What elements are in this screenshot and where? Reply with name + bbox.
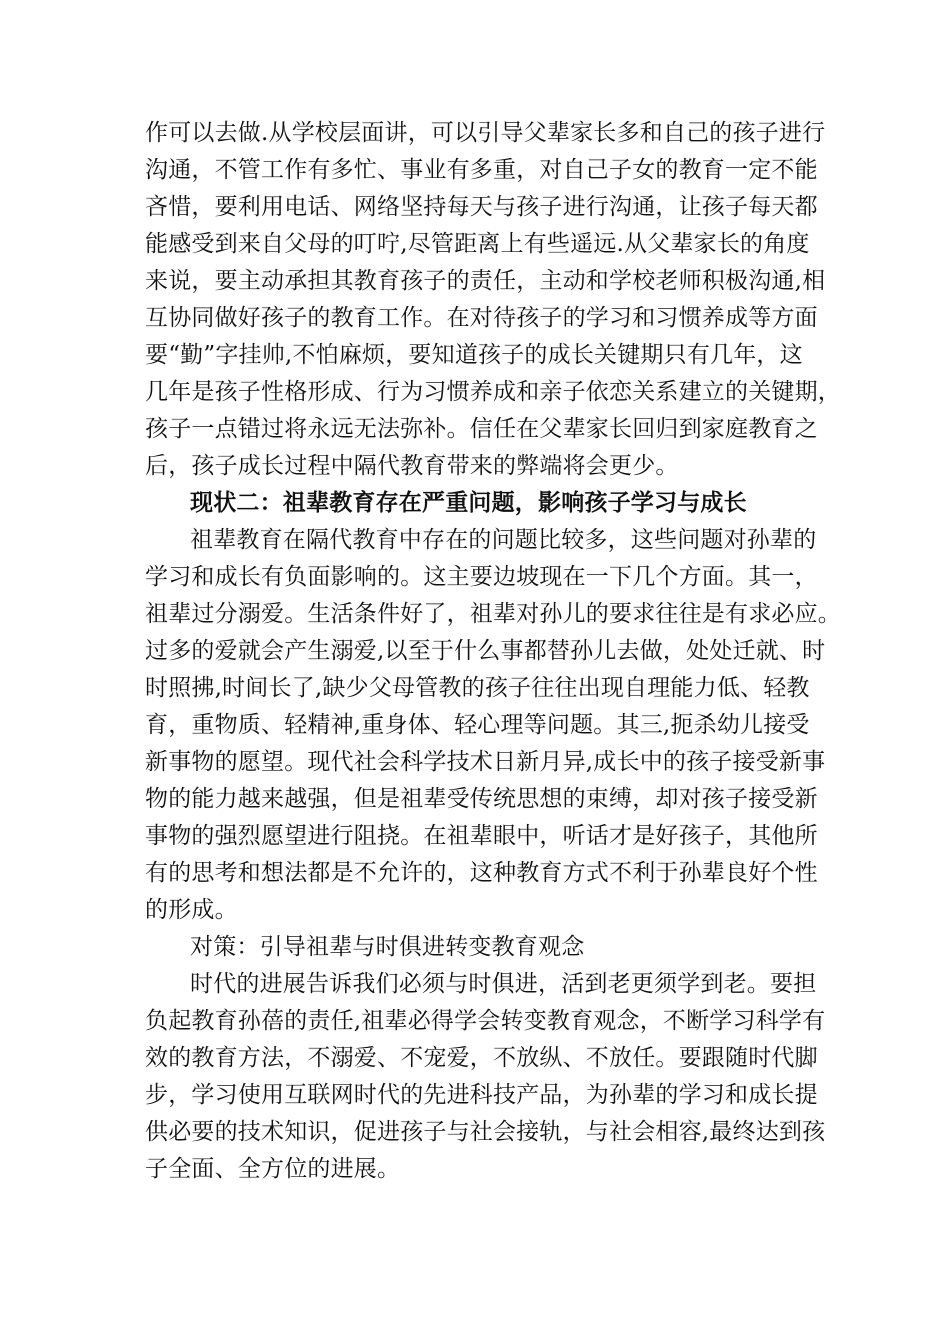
body-line: 孩子一点错过将永远无法弥补。信任在父辈家长回归到家庭教育之 — [145, 416, 818, 442]
body-line: 能感受到来自父母的叮咛,尽管距离上有些遥远.从父辈家长的角度 — [145, 231, 810, 257]
body-line: 时照拂,时间长了,缺少父母管教的孩子往往出现自理能力低、轻教 — [145, 675, 810, 701]
body-line: 的形成。 — [145, 897, 238, 923]
body-line: 学习和成长有负面影响的。这主要边坡现在一下几个方面。其一， — [145, 564, 818, 590]
body-line: 作可以去做.从学校层面讲，可以引导父辈家长多和自己的孩子进行 — [145, 120, 826, 146]
body-line: 时代的进展告诉我们必须与时俱进，活到老更须学到老。要担 — [190, 971, 817, 997]
body-line: 事物的强烈愿望进行阻挠。在祖辈眼中，听话才是好孩子，其他所 — [145, 823, 818, 849]
body-line: 要“勤”字挂帅,不怕麻烦，要知道孩子的成长关键期只有几年，这 — [145, 342, 803, 368]
body-line: 效的教育方法，不溺爱、不宠爱，不放纵、不放任。要跟随时代脚 — [145, 1045, 818, 1071]
body-line: 新事物的愿望。现代社会科学技术日新月异,成长中的孩子接受新事 — [145, 749, 826, 775]
body-line: 沟通，不管工作有多忙、事业有多重，对自己子女的教育一定不能 — [145, 157, 818, 183]
body-line: 几年是孩子性格形成、行为习惯养成和亲子依恋关系建立的关键期， — [145, 379, 841, 405]
body-line: 吝惜，要利用电话、网络坚持每天与孩子进行沟通，让孩子每天都 — [145, 194, 818, 220]
body-line: 物的能力越来越强，但是祖辈受传统思想的束缚，却对孩子接受新 — [145, 786, 818, 812]
body-line: 祖辈教育在隔代教育中存在的问题比较多，这些问题对孙辈的 — [190, 527, 817, 553]
body-line: 后，孩子成长过程中隔代教育带来的弊端将会更少。 — [145, 453, 679, 479]
body-line: 有的思考和想法都是不允许的，这种教育方式不利于孙辈良好个性 — [145, 860, 818, 886]
body-line: 来说，要主动承担其教育孩子的责任，主动和学校老师积极沟通,相 — [145, 268, 826, 294]
section-heading: 现状二：祖辈教育存在严重问题，影响孩子学习与成长 — [190, 489, 747, 516]
body-line: 子全面、全方位的进展。 — [145, 1156, 401, 1182]
body-line: 过多的爱就会产生溺爱,以至于什么事都替孙儿去做，处处迁就、时 — [145, 638, 826, 664]
body-line: 互协同做好孩子的教育工作。在对待孩子的学习和习惯养成等方面 — [145, 305, 818, 331]
section-subheading: 对策：引导祖辈与时俱进转变教育观念 — [190, 934, 585, 960]
body-line: 步，学习使用互联网时代的先进科技产品，为孙辈的学习和成长提 — [145, 1082, 818, 1108]
body-line: 负起教育孙蓓的责任,祖辈必得学会转变教育观念，不断学习科学有 — [145, 1008, 826, 1034]
body-line: 供必要的技术知识，促进孩子与社会接轨，与社会相容,最终达到孩 — [145, 1119, 826, 1145]
body-line: 育，重物质、轻精神,重身体、轻心理等问题。其三,扼杀幼儿接受 — [145, 712, 810, 738]
body-line: 祖辈过分溺爱。生活条件好了，祖辈对孙儿的要求往往是有求必应。 — [145, 601, 841, 627]
